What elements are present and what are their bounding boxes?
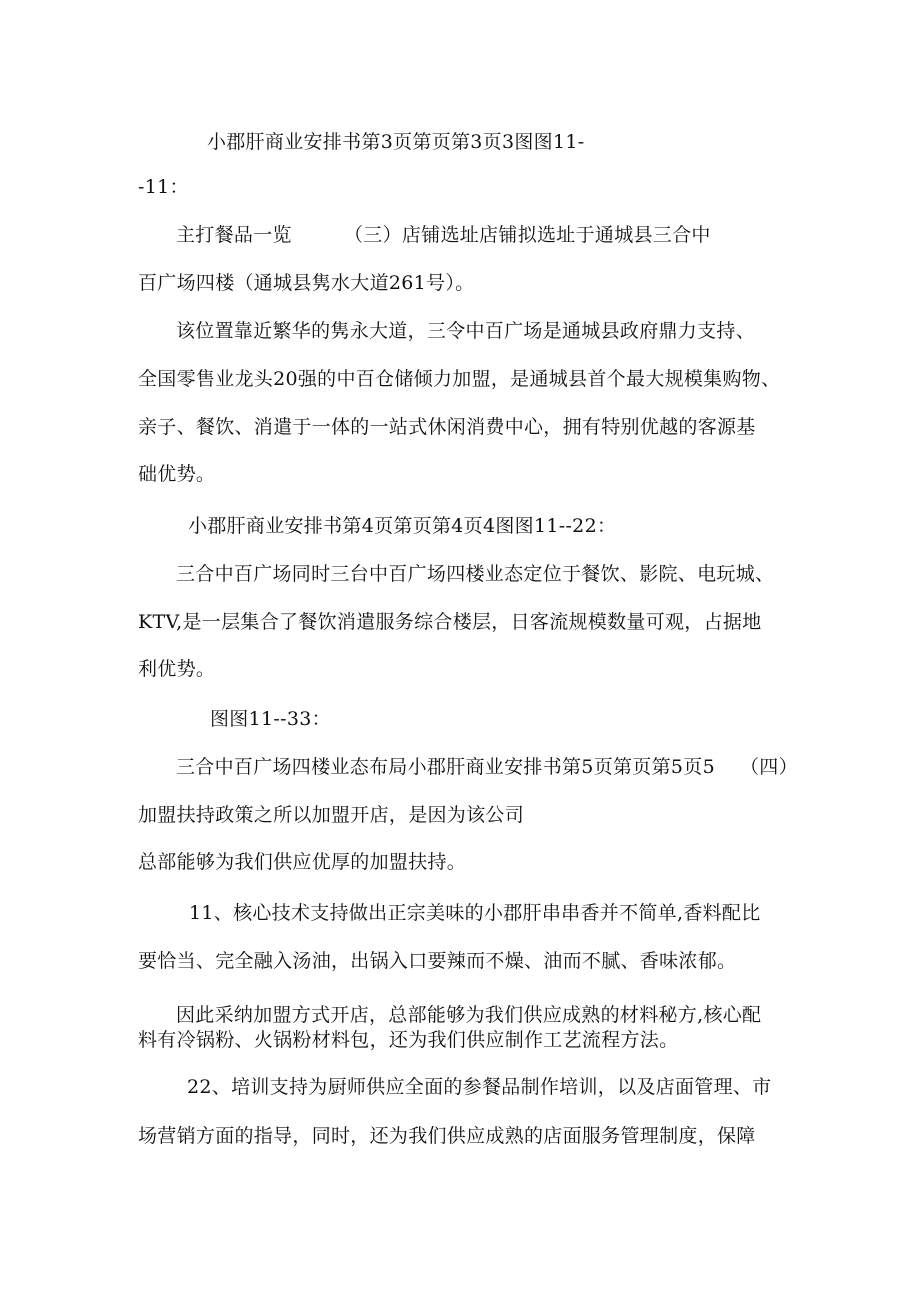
text-line-14: 图图11--33： <box>210 708 331 730</box>
text-line-22: 料有冷锅粉、火锅粉材料包，还为我们供应制作工艺流程方法。 <box>138 1029 679 1051</box>
text-line-21: 因此采纳加盟方式开店，总部能够为我们供应成熟的材料秘方,核心配 <box>176 1004 762 1026</box>
text-line-5: 百广场四楼（通城县隽水大道261号）。 <box>138 272 475 294</box>
text-line-16: （四） <box>740 756 798 778</box>
text-line-23: 22、培训支持为厨师供应全面的参餐品制作培训，以及店面管理、市 <box>187 1076 772 1098</box>
text-line-4: （三）店铺选址店铺拟选址于通城县三合中 <box>344 224 711 246</box>
text-line-2: -11： <box>138 176 189 198</box>
text-line-24: 场营销方面的指导，同时，还为我们供应成熟的店面服务管理制度，保障 <box>138 1125 756 1147</box>
text-line-17: 加盟扶持政策之所以加盟开店，是因为该公司 <box>138 804 525 826</box>
text-line-13: 利优势。 <box>138 658 216 680</box>
text-line-19: 11、核心技术支持做出正宗美味的小郡肝串串香并不简单,香料配比 <box>189 902 761 924</box>
text-line-10: 小郡肝商业安排书第4页第页第4页4图图11--22： <box>188 515 617 537</box>
text-line-6: 该位置靠近繁华的隽永大道，三令中百广场是通城县政府鼎力支持、 <box>176 320 756 342</box>
text-line-11: 三合中百广场同时三台中百广场四楼业态定位于餐饮、影院、电玩城、 <box>176 563 775 585</box>
text-line-3: 主打餐品一览 <box>176 224 292 246</box>
text-line-8: 亲子、餐饮、消遣于一体的一站式休闲消费中心，拥有特别优越的客源基 <box>138 416 756 438</box>
text-line-12: KTV,是一层集合了餐饮消遣服务综合楼层，日客流规模数量可观，占据地 <box>138 611 762 633</box>
text-line-18: 总部能够为我们供应优厚的加盟扶持。 <box>138 851 467 873</box>
text-line-20: 要恰当、完全融入汤油，出锅入口要辣而不燥、油而不腻、香味浓郁。 <box>138 950 737 972</box>
text-line-7: 全国零售业龙头20强的中百仓储倾力加盟，是通城县首个最大规模集购物、 <box>138 368 781 390</box>
text-line-9: 础优势。 <box>138 463 216 485</box>
text-line-15: 三合中百广场四楼业态布局小郡肝商业安排书第5页第页第5页5 <box>176 756 715 778</box>
text-line-1: 小郡肝商业安排书第3页第页第3页3图图11- <box>207 131 585 153</box>
